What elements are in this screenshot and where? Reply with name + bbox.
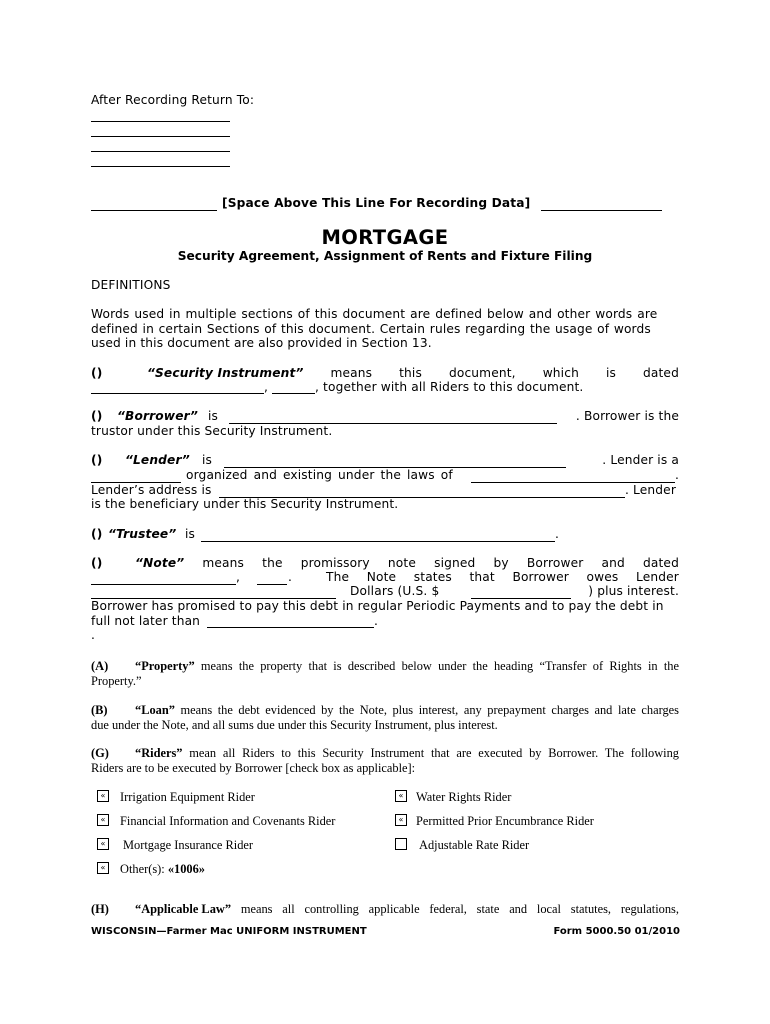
rider-other-value: «1006» (167, 862, 205, 876)
note-word: signed (434, 556, 476, 570)
rider-label-irrigation: Irrigation Equipment Rider (120, 790, 255, 804)
definitions-heading: DEFINITIONS (91, 278, 171, 292)
borrower-marker: () (91, 409, 103, 423)
loan-line-1 (135, 703, 679, 718)
return-address-line-3[interactable] (91, 151, 230, 152)
applicable-law-marker: (H) (91, 902, 109, 916)
note-line-5: full not later than (91, 614, 201, 628)
lender-period: . (675, 468, 680, 482)
rider-label-mortgage-insurance: Mortgage Insurance Rider (123, 838, 254, 852)
note-line-1 (135, 556, 679, 570)
rider-checkbox-permitted-prior[interactable]: « (395, 814, 407, 826)
trustee-marker: () (91, 527, 103, 541)
al-word: means (240, 902, 273, 916)
document-subtitle: Security Agreement, Assignment of Rents and Fixture Filing (177, 249, 593, 263)
recording-line-left (91, 210, 217, 211)
property-line-1 (135, 659, 679, 674)
si-word: which (542, 366, 579, 380)
si-word: document, (448, 366, 516, 380)
applicable-law-term: “Applicable Law” (135, 902, 232, 916)
lender-tail: . Lender is a (602, 453, 679, 467)
riders-term: “Riders” (135, 746, 183, 760)
lender-marker: () (91, 453, 103, 467)
riders-marker: (G) (91, 746, 109, 760)
note-date-blank[interactable] (91, 584, 236, 585)
rider-checkbox-irrigation[interactable]: « (97, 790, 109, 802)
note-period: . (288, 570, 293, 584)
return-address-line-4[interactable] (91, 166, 230, 167)
borrower-is: is (208, 409, 219, 423)
lender-line-4: is the beneficiary under this Security Instrument. (91, 497, 399, 511)
note-word: Lender (636, 570, 679, 584)
loan-line-2: due under the Note, and all sums due under this Security Instrument, plus interest. (91, 718, 498, 732)
si-word: dated (643, 366, 679, 380)
note-dollars-label: Dollars (U.S. $ (350, 584, 440, 598)
note-year-blank[interactable] (257, 584, 287, 585)
intro-line-3: used in this document are also provided in Section 13. (91, 336, 432, 350)
note-maturity-period: . (374, 614, 379, 628)
si-word: is (605, 366, 616, 380)
note-word: that (469, 570, 495, 584)
property-line-2: Property.” (91, 674, 142, 688)
note-word: owes (586, 570, 619, 584)
intro-line-1 (91, 307, 679, 321)
borrower-tail: . Borrower is the (575, 409, 679, 423)
note-word: means (202, 556, 245, 570)
note-comma: , (236, 570, 241, 584)
intro-text-1: Words used in multiple sections of this document are defined below and other words are (91, 307, 658, 321)
recording-line-right (541, 210, 662, 211)
security-instrument-year-blank[interactable] (272, 393, 315, 394)
return-address-line-1[interactable] (91, 121, 230, 122)
rider-label-financial-info: Financial Information and Covenants Rider (120, 814, 336, 828)
riders-line-2: Riders are to be executed by Borrower [check box as applicable]: (91, 761, 416, 775)
security-instrument-tail: , together with all Riders to this document. (315, 380, 584, 394)
note-word: Borrower (512, 570, 569, 584)
rider-label-other (120, 862, 205, 877)
property-term: “Property” (135, 659, 195, 673)
note-term: “Note” (135, 556, 185, 570)
space-above-note: [Space Above This Line For Recording Data] (222, 196, 531, 210)
si-comma: , (264, 380, 269, 394)
rider-other-label: Other(s): (120, 862, 168, 876)
document-title: MORTGAGE (321, 226, 449, 249)
trustee-name-blank[interactable] (201, 541, 555, 542)
note-marker: () (91, 556, 103, 570)
riders-text: mean all Riders to this Security Instrument that are executed by Borrower. The following (182, 746, 679, 760)
al-word: applicable (368, 902, 420, 916)
note-word: by (493, 556, 509, 570)
rider-checkbox-other[interactable]: « (97, 862, 109, 874)
intro-line-2 (91, 322, 651, 336)
note-word: The (326, 570, 350, 584)
security-instrument-line-1 (147, 366, 679, 380)
lender-organized-text: organized and existing under the laws of (186, 468, 453, 482)
riders-line-1 (135, 746, 679, 761)
rider-checkbox-mortgage-insurance[interactable]: « (97, 838, 109, 850)
return-to-label: After Recording Return To: (91, 93, 255, 107)
si-word: means (330, 366, 373, 380)
note-line-4: Borrower has promised to pay this debt in regular Periodic Payments and to pay the debt in (91, 599, 664, 613)
footer-form-number: Form 5000.50 01/2010 (553, 926, 680, 937)
loan-text: means the debt evidenced by the Note, plus interest, any prepayment charges and late charges (174, 703, 679, 717)
return-address-line-2[interactable] (91, 136, 230, 137)
note-word: dated (643, 556, 679, 570)
rider-label-permitted-prior: Permitted Prior Encumbrance Rider (416, 814, 594, 828)
note-plus-interest: ) plus interest. (588, 584, 679, 598)
note-word: promissory (300, 556, 370, 570)
lender-term: “Lender” (125, 453, 190, 467)
rider-label-water-rights: Water Rights Rider (416, 790, 512, 804)
security-instrument-marker: () (91, 366, 103, 380)
lender-address-tail: . Lender (625, 483, 676, 497)
borrower-term: “Borrower” (117, 409, 199, 423)
rider-checkbox-financial-info[interactable]: « (97, 814, 109, 826)
footer-left (91, 926, 367, 937)
al-word: federal, (429, 902, 467, 916)
loan-term: “Loan” (135, 703, 175, 717)
note-maturity-blank[interactable] (207, 627, 374, 628)
al-word: controlling (304, 902, 359, 916)
al-word: all (282, 902, 295, 916)
note-word: note (387, 556, 416, 570)
property-text: means the property that is described below under the heading “Transfer of Rights in the (194, 659, 679, 673)
property-marker: (A) (91, 659, 109, 673)
al-word: and (509, 902, 528, 916)
applicable-law-line-1 (135, 902, 679, 917)
rider-label-adjustable-rate: Adjustable Rate Rider (419, 838, 530, 852)
al-word: regulations, (620, 902, 679, 916)
note-word: Note (366, 570, 397, 584)
rider-checkbox-adjustable-rate[interactable] (395, 838, 407, 850)
al-word: statutes, (570, 902, 612, 916)
rider-checkbox-water-rights[interactable]: « (395, 790, 407, 802)
footer-instrument: —Farmer Mac UNIFORM INSTRUMENT (156, 926, 367, 937)
lender-address-label: Lender’s address is (91, 483, 212, 497)
note-word: and (601, 556, 625, 570)
note-word: Borrower (526, 556, 584, 570)
al-word: local (536, 902, 561, 916)
si-word: this (399, 366, 422, 380)
security-instrument-term: “Security Instrument” (147, 366, 304, 380)
al-word: state (476, 902, 500, 916)
loan-marker: (B) (91, 703, 108, 717)
lender-is: is (202, 453, 213, 467)
stray-dot: . (91, 628, 96, 642)
trustee-is: is (185, 527, 196, 541)
trustee-period: . (555, 527, 560, 541)
note-word: states (413, 570, 452, 584)
note-word: the (262, 556, 283, 570)
borrower-line-2: trustor under this Security Instrument. (91, 424, 333, 438)
footer-state: WISCONSIN (91, 926, 157, 937)
note-line-2 (326, 570, 679, 584)
security-instrument-date-blank[interactable] (91, 393, 264, 394)
trustee-term: “Trustee” (108, 527, 177, 541)
intro-text-2: defined in certain Sections of this document. Certain rules regarding the usage of words (91, 322, 651, 336)
